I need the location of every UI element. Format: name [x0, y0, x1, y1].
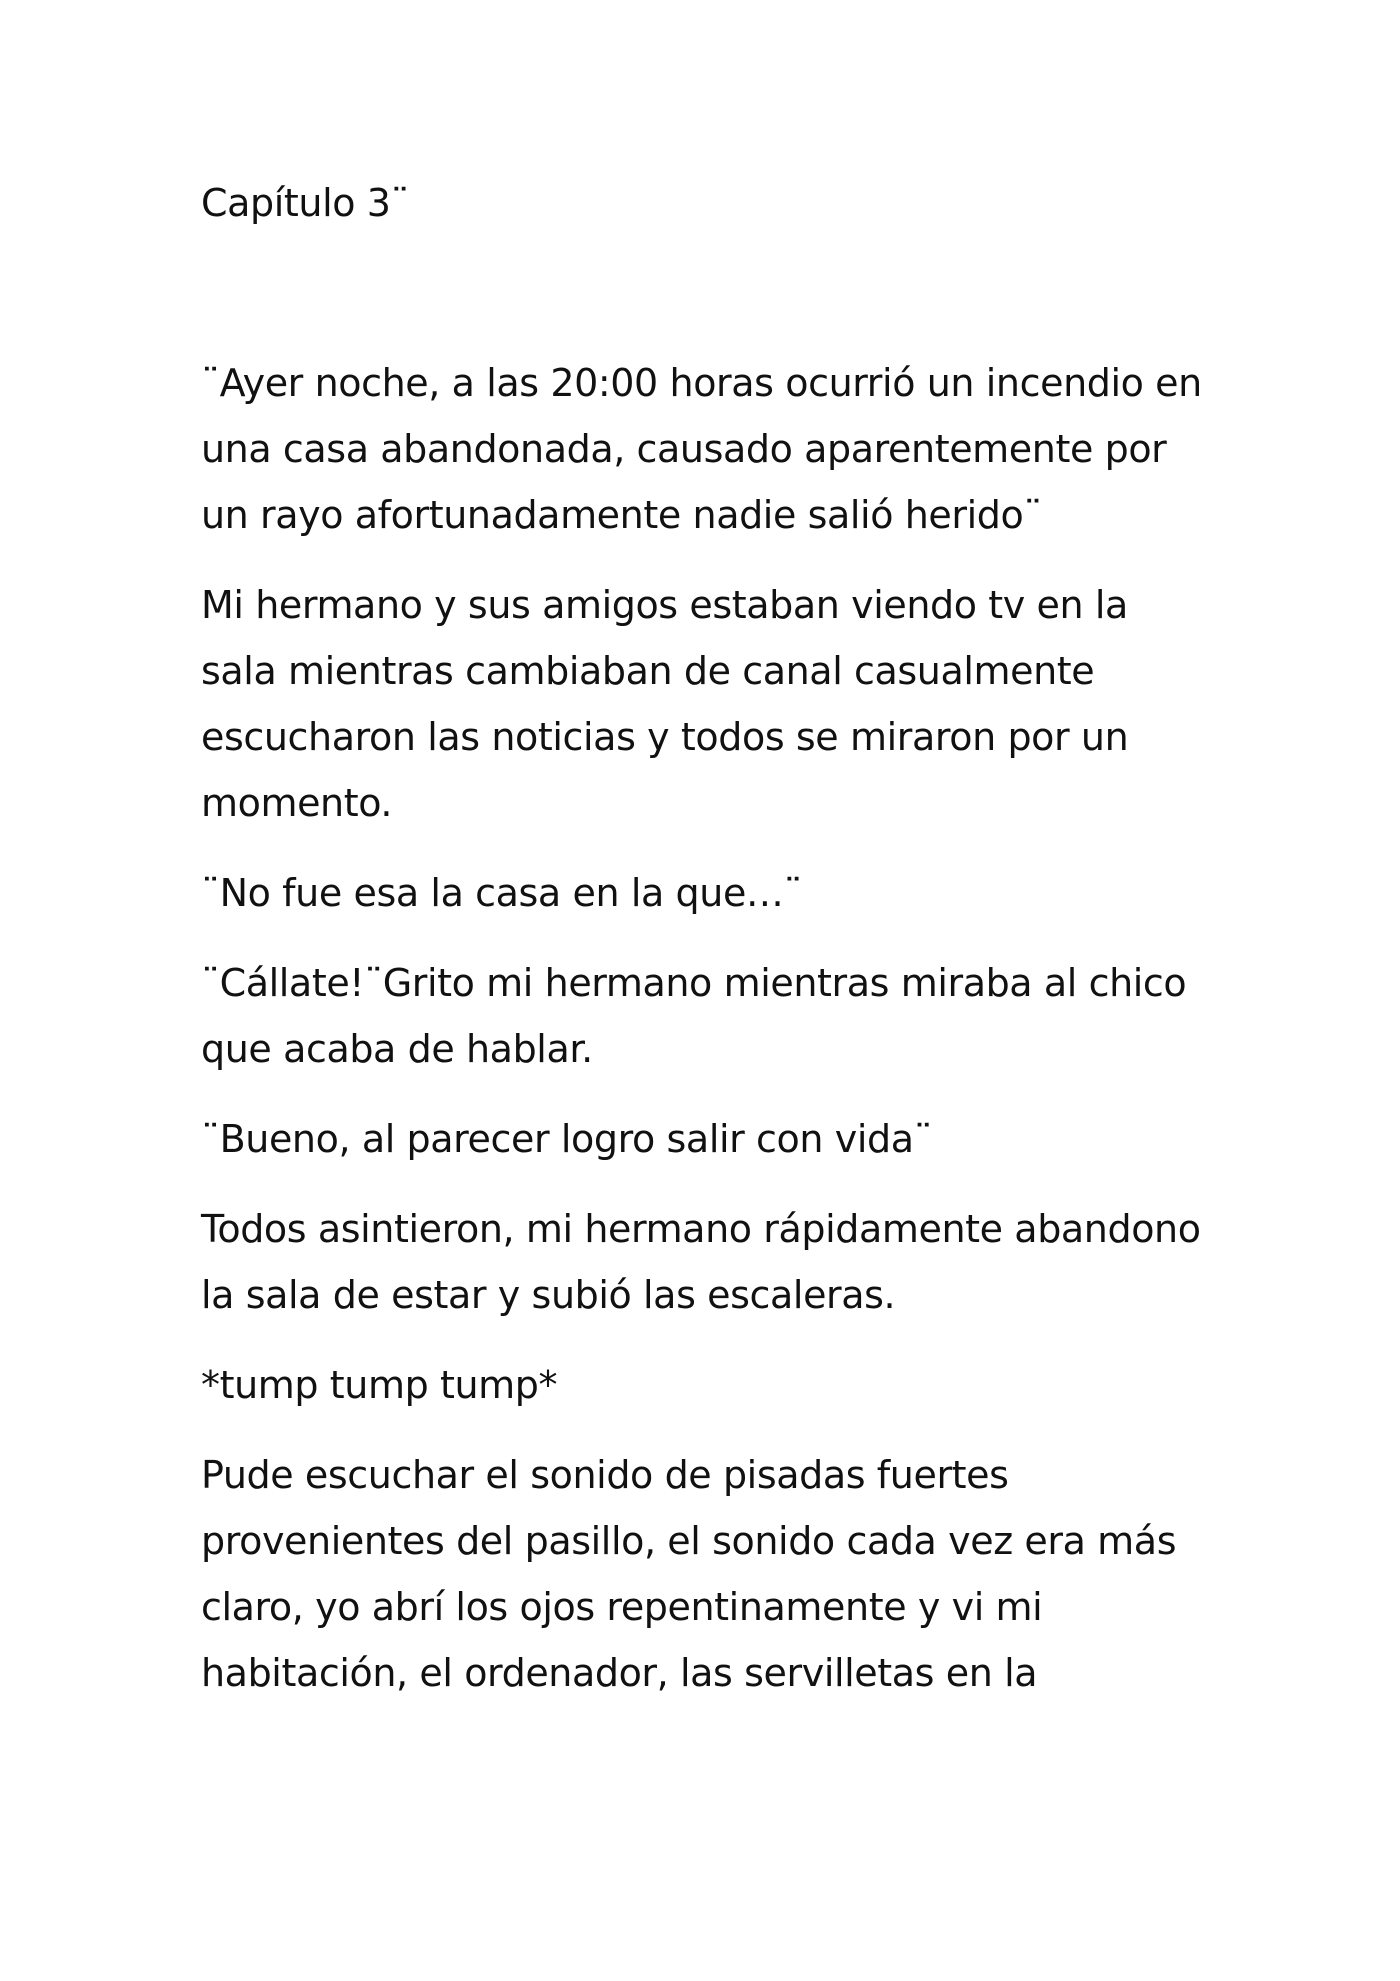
- paragraph-hallway-steps: Pude escuchar el sonido de pisadas fuertes provenientes del pasillo, el sonido cada vez era más claro, yo abrí los ojos repentinamente y vi mi habitación, el ordenador, las servilletas en la: [201, 1453, 1177, 1695]
- paragraph-footsteps-sound: *tump tump tump*: [201, 1363, 558, 1407]
- paragraph-brother-leaves: Todos asintieron, mi hermano rápidamente abandono la sala de estar y subió las escaleras.: [201, 1207, 1201, 1317]
- paragraph-watching-tv: Mi hermano y sus amigos estaban viendo tv en la sala mientras cambiaban de canal casualmente escucharon las noticias y todos se miraron por un momento.: [201, 583, 1129, 825]
- paragraph-dialogue-survived: ¨Bueno, al parecer logro salir con vida¨: [201, 1117, 933, 1161]
- paragraph-dialogue-shut-up: ¨Cállate!¨Grito mi hermano mientras miraba al chico que acaba de hablar.: [201, 961, 1187, 1071]
- paragraph-dialogue-house: ¨No fue esa la casa en la que…¨: [201, 871, 803, 915]
- chapter-title: Capítulo 3¨: [201, 181, 410, 225]
- paragraph-news-report: ¨Ayer noche, a las 20:00 horas ocurrió un incendio en una casa abandonada, causado aparentemente por un rayo afortunadamente nadie salió herido¨: [201, 361, 1202, 537]
- document-body: [201, 170, 1211, 1730]
- title-spacer: [201, 236, 1211, 350]
